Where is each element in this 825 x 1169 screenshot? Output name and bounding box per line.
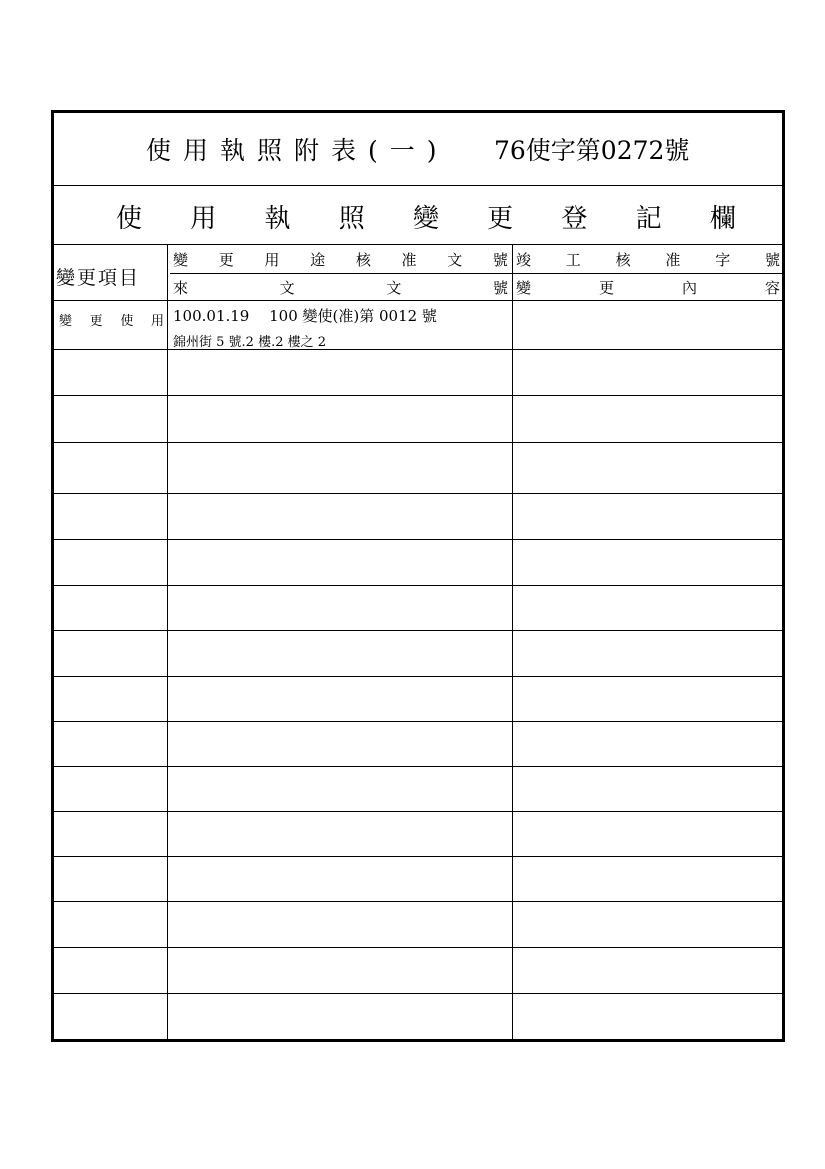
table-row-line: [54, 676, 782, 677]
table-row-line: [54, 349, 782, 350]
header-char: 更: [218, 251, 234, 269]
header-char: 工: [565, 251, 581, 269]
section-title: [116, 198, 736, 235]
row-change-content: 錦州街 5 號.2 樓.2 樓之 2: [173, 335, 327, 350]
table-row-line: [54, 721, 782, 722]
license-number: 76使字第0272號: [494, 136, 690, 165]
header-char: 文: [447, 251, 463, 269]
row-char: 更: [89, 314, 103, 329]
header-doc-top: [173, 249, 508, 270]
header-char: 變: [173, 251, 189, 269]
section-title-char: 變: [412, 204, 439, 234]
row-char: 變: [59, 314, 73, 329]
row-change-item: [59, 310, 164, 329]
header-char: 來: [173, 279, 189, 297]
header-char: 核: [355, 251, 371, 269]
header-char: 更: [598, 279, 614, 297]
header-char: 變: [516, 279, 532, 297]
header-char: 准: [665, 251, 681, 269]
header-char: 號: [764, 251, 780, 269]
row-doc-number: 100.01.19 100 變使(准)第 0012 號: [173, 307, 437, 325]
header-char: 核: [615, 251, 631, 269]
table-row-line: [54, 947, 782, 948]
section-title-char: 用: [190, 204, 217, 234]
header-divider: [170, 273, 515, 274]
header-content: [516, 277, 780, 298]
header-char: 途: [310, 251, 326, 269]
header-char: 文: [279, 279, 295, 297]
section-title-char: 更: [487, 204, 514, 234]
section-title-char: 使: [116, 204, 143, 234]
header-completion: [516, 249, 780, 270]
header-char: 號: [492, 251, 508, 269]
row-char: 用: [150, 314, 164, 329]
table-row-line: [54, 630, 782, 631]
subtitle-row: [54, 186, 782, 245]
register-table: [51, 110, 785, 1042]
section-title-char: 記: [635, 204, 662, 234]
table-row-line: [54, 493, 782, 494]
header-char: 竣: [516, 251, 532, 269]
header-change-item: 變更項目: [56, 267, 141, 289]
table-row-line: [54, 442, 782, 443]
column-divider: [167, 245, 168, 1039]
header-char: 准: [401, 251, 417, 269]
title-row: [54, 113, 782, 186]
header-char: 字: [715, 251, 731, 269]
section-title-char: 欄: [709, 204, 736, 234]
table-row-line: [54, 766, 782, 767]
table-row-line: [54, 856, 782, 857]
table-row-line: [54, 395, 782, 396]
column-divider: [512, 245, 513, 1039]
table-row-line: [54, 539, 782, 540]
header-char: 內: [681, 279, 697, 297]
header-char: 用: [264, 251, 280, 269]
section-title-char: 登: [561, 204, 588, 234]
row-char: 使: [120, 314, 134, 329]
table-row-line: [54, 993, 782, 994]
header-char: 容: [764, 279, 780, 297]
header-doc-bottom: [173, 277, 508, 298]
table-row-line: [54, 901, 782, 902]
section-title-char: 執: [264, 204, 291, 234]
table-row-line: [54, 585, 782, 586]
table-row-line: [54, 811, 782, 812]
header-char: 文: [386, 279, 402, 297]
section-title-char: 照: [338, 204, 365, 234]
header-divider: [515, 273, 782, 274]
form-title: 使用執照附表(一): [146, 136, 449, 165]
header-char: 號: [492, 279, 508, 297]
